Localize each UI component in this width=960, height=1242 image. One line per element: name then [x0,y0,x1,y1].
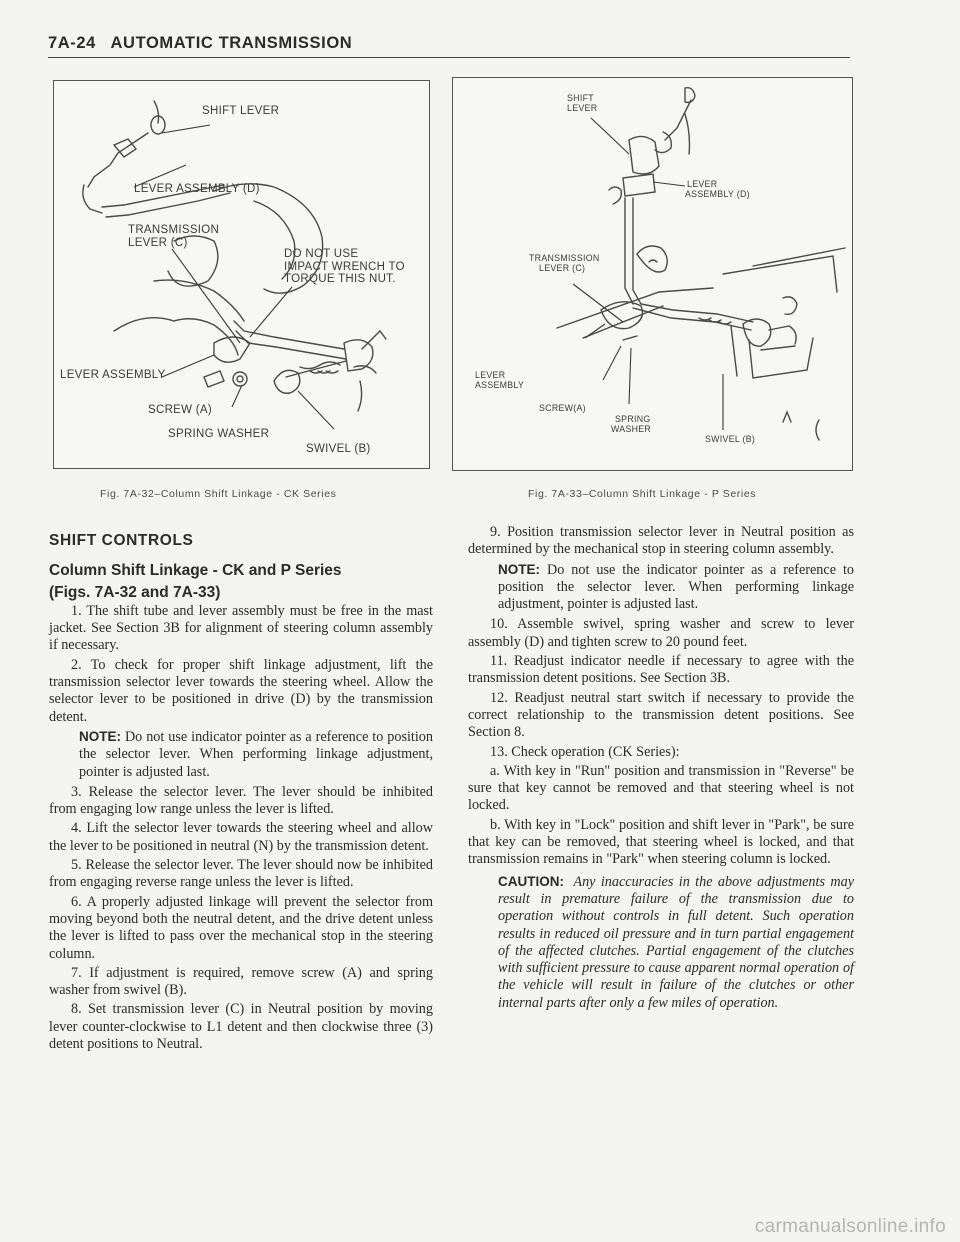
step-4: 4. Lift the selector lever towards the steering wheel and allow the lever to be positioned in neutral (N) by the transmission detent. [49,820,433,854]
step-13: 13. Check operation (CK Series): [490,743,680,760]
p-callout-swivel-b: SWIVEL (B) [705,434,756,444]
step-6: 6. A properly adjusted linkage will prevent the selector from moving beyond both the neutral detent, and the drive detent unless the lever is lifted to pass over the mechanical stop in the steering column. [49,893,433,962]
p-callout-lever-assembly-d: LEVER ASSEMBLY (D) [685,179,750,199]
note-label: NOTE: [79,728,121,744]
figure-p-caption: Fig. 7A-33–Column Shift Linkage - P Series [528,488,757,500]
caution-block [498,873,854,1012]
step-1: 1. The shift tube and lever assembly must be free in the mast jacket. See Section 3B for alignment of steering column assembly if necessary. [49,602,433,654]
p-callout-spring-washer: SPRING WASHER [611,414,652,434]
step-8: 8. Set transmission lever (C) in Neutral position by moving lever counter-clockwise to L1 detent and then clockwise three (3) detent positions to Neutral. [49,1001,433,1053]
shift-knob [685,88,695,103]
callout-shift-lever: SHIFT LEVER [202,105,280,117]
watermark: carmanualsonline.info [754,1216,946,1237]
page-header [48,34,850,58]
callout-swivel-b: SWIVEL (B) [306,443,371,455]
step-12: 12. Readjust neutral start switch if necessary to provide the correct relationship to the transmission detent positions. See Section 8. [468,689,854,741]
left-text-column [49,532,433,1055]
right-text-column [468,524,854,1012]
shift-lever-knob [154,101,159,123]
section-heading: SHIFT CONTROLS [49,532,194,549]
caution-label: CAUTION: [498,873,564,889]
note-right [498,561,854,614]
callout-screw-a: SCREW (A) [148,404,213,416]
step-5: 5. Release the selector lever. The lever should now be inhibited from engaging reverse range unless the lever is lifted. [49,857,433,891]
step-2: 2. To check for proper shift linkage adjustment, lift the transmission selector lever towards the steering wheel. Allow the selector lever to be positioned in drive (D) by the transmission detent. [49,656,433,725]
callout-spring-washer: SPRING WASHER [168,428,270,440]
callout-impact-warning: DO NOT USE IMPACT WRENCH TO TORQUE THIS NUT. [284,248,405,286]
step-13b: b. With key in "Lock" position and shift lever in "Park", be sure that key can be removed, that steering wheel is locked, and that transmission remains in "Park" when steering column is locked. [468,816,854,868]
callout-lever-assembly-d: LEVER ASSEMBLY (D) [134,183,260,195]
callout-lever-assembly: LEVER ASSEMBLY [60,369,166,381]
subheading-figs: (Figs. 7A-32 and 7A-33) [49,583,221,601]
figure-ck-caption: Fig. 7A-32–Column Shift Linkage - CK Series [100,488,337,500]
step-7: 7. If adjustment is required, remove screw (A) and spring washer from swivel (B). [49,964,433,999]
p-callout-shift-lever: SHIFT LEVER [567,93,598,113]
step-11: 11. Readjust indicator needle if necessary to agree with the transmission detent positions. See Section 3B. [468,653,854,687]
note-text: Do not use the indicator pointer as a reference to position the selector lever. When performing linkage adjustment, pointer is adjusted last. [498,561,855,613]
step-13a: a. With key in "Run" position and transmission in "Reverse" be sure that key cannot be removed and that steering wheel is not locked. [468,762,854,814]
p-callout-transmission-lever: TRANSMISSION LEVER (C) [529,253,600,273]
caution-text: Any inaccuracies in the above adjustments may result in premature failure of the transmission due to operation without controls in full detent. Such operation results in reduced oil pressure and in turn partial engagement of the affected clutches. Partial engagement of the clutches with sufficient pressure to cause apparent normal operation of the vehicle will result in failure of the clutches or other internal parts after only a few miles of operation. [498,873,855,1011]
p-linkage-illustration [453,78,852,470]
p-callout-screw-a: SCREW(A) [539,403,586,413]
step-9: 9. Position transmission selector lever in Neutral position as determined by the mechanical stop in steering column assembly. [468,524,854,558]
figure-ck-linkage [53,80,430,469]
screw-a-part [204,371,224,387]
page-code: 7A-24 [48,34,96,52]
note-text: Do not use indicator pointer as a reference to position the selector lever. When performing linkage adjustment, pointer is adjusted last. [79,728,433,780]
step-10: 10. Assemble swivel, spring washer and screw to lever assembly (D) and tighten screw to 20 pound feet. [468,616,854,650]
step-3: 3. Release the selector lever. The lever should be inhibited from engaging low range unless the lever is lifted. [49,783,433,818]
p-callout-lever-assembly: LEVER ASSEMBLY [475,370,525,390]
note-left [79,728,433,781]
figure-p-linkage [452,77,853,471]
callout-transmission-lever: TRANSMISSION LEVER (C) [128,224,220,249]
page-title: AUTOMATIC TRANSMISSION [110,34,353,52]
subheading-linkage: Column Shift Linkage - CK and P Series [49,562,342,580]
note-label: NOTE: [498,561,540,577]
